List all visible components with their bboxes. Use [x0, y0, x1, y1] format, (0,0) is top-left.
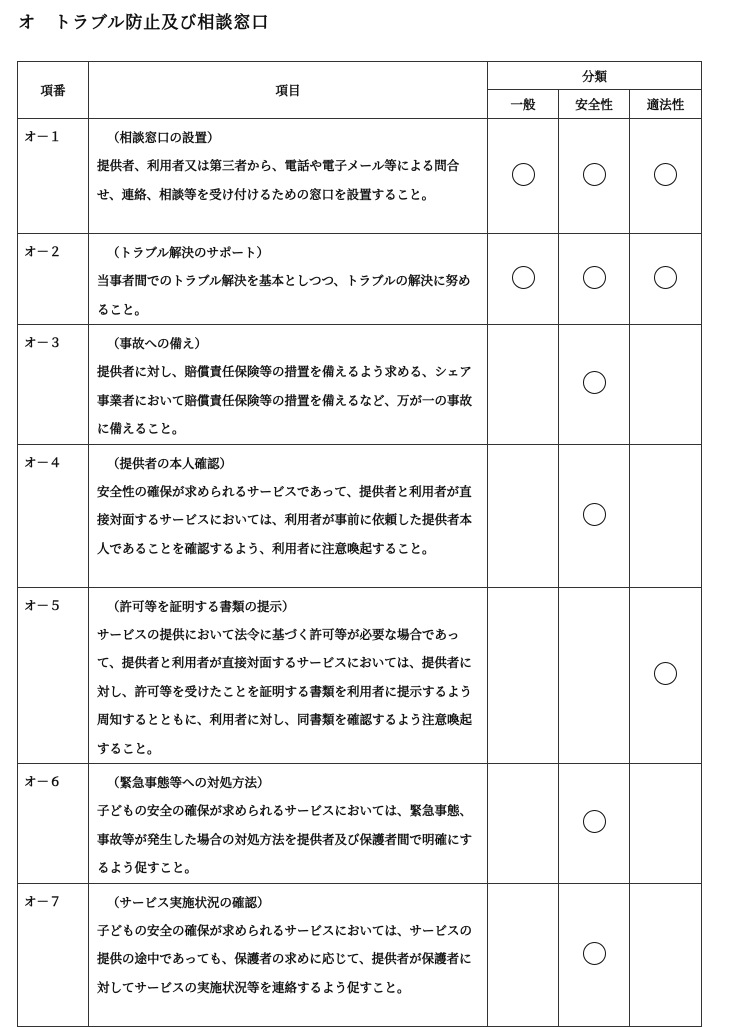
circle-mark-icon	[583, 503, 606, 526]
mark-safety	[559, 444, 630, 587]
item-body: 提供者、利用者又は第三者から、電話や電子メール等による問合せ、連絡、相談等を受け付けるための窓口を設置すること。	[97, 158, 460, 202]
item-body: 安全性の確保が求められるサービスであって、提供者と利用者が直接対面するサービスにおいては、利用者が事前に依頼した提供者本人であることを確認するよう、利用者に注意喚起すること。	[97, 483, 473, 556]
mark-legality	[630, 883, 702, 1026]
item-title: （トラブル解決のサポート）	[107, 245, 270, 260]
mark-legality	[630, 587, 702, 764]
mark-legality	[630, 234, 702, 325]
mark-general	[488, 764, 559, 884]
mark-general	[488, 325, 559, 445]
mark-legality	[630, 764, 702, 884]
row-item	[89, 325, 488, 445]
item-title: （許可等を証明する書類の提示）	[107, 598, 295, 614]
item-title: （緊急事態等への対処方法）	[107, 775, 270, 790]
row-item	[89, 444, 488, 587]
circle-mark-icon	[512, 266, 535, 289]
row-item	[89, 587, 488, 764]
table-row	[18, 587, 702, 764]
mark-general	[488, 587, 559, 764]
header-legality: 適法性	[630, 90, 702, 119]
table-row	[18, 119, 702, 234]
mark-legality	[630, 444, 702, 587]
circle-mark-icon	[654, 266, 677, 289]
circle-mark-icon	[583, 266, 606, 289]
table-row	[18, 883, 702, 1026]
row-item	[89, 883, 488, 1026]
item-body: 子どもの安全の確保が求められるサービスにおいては、緊急事態、事故等が発生した場合の対処方法を提供者及び保護者間で明確にするよう促すこと。	[97, 803, 473, 875]
circle-mark-icon	[512, 163, 535, 186]
circle-mark-icon	[583, 942, 606, 965]
item-title: （提供者の本人確認）	[107, 455, 233, 471]
item-title: （サービス実施状況の確認）	[107, 894, 270, 910]
row-number: オ－３	[18, 325, 89, 445]
item-body: 提供者に対し、賠償責任保険等の措置を備えるよう求める、シェア事業者において賠償責任保険等の措置を備えるなど、万が一の事故に備えること。	[97, 364, 473, 436]
item-body: 子どもの安全の確保が求められるサービスにおいては、サービスの提供の途中であっても、保護者の求めに応じて、提供者が保護者に対してサービスの実施状況等を連絡するよう促すこと。	[97, 922, 473, 995]
item-title: （相談窓口の設置）	[107, 130, 220, 145]
circle-mark-icon	[654, 662, 677, 685]
mark-safety	[559, 587, 630, 764]
row-number: オ－７	[18, 883, 89, 1026]
header-safety: 安全性	[559, 90, 630, 119]
mark-safety	[559, 234, 630, 325]
row-number: オ－２	[18, 234, 89, 325]
item-body: サービスの提供において法令に基づく許可等が必要な場合であって、提供者と利用者が直接対面するサービスにおいては、提供者に対し、許可等を受けたことを証明する書類を利用者に提示するよう周知するとともに、利用者に対し、同書類を確認するよう注意喚起すること。	[97, 626, 473, 756]
page-title: オ トラブル防止及び相談窓口	[18, 13, 270, 33]
row-item	[89, 119, 488, 234]
table-row	[18, 444, 702, 587]
mark-general	[488, 119, 559, 234]
item-body: 当事者間でのトラブル解決を基本としつつ、トラブルの解決に努めること。	[97, 273, 471, 317]
row-number: オ－６	[18, 764, 89, 884]
circle-mark-icon	[583, 163, 606, 186]
header-item: 項目	[89, 62, 488, 119]
mark-general	[488, 444, 559, 587]
row-number: オ－１	[18, 119, 89, 234]
mark-general	[488, 234, 559, 325]
row-item	[89, 234, 488, 325]
circle-mark-icon	[583, 371, 606, 394]
circle-mark-icon	[654, 163, 677, 186]
table-row	[18, 325, 702, 445]
header-category: 分類	[488, 62, 702, 90]
row-item	[89, 764, 488, 884]
row-number: オ－４	[18, 444, 89, 587]
table-row	[18, 764, 702, 884]
mark-legality	[630, 119, 702, 234]
guideline-table	[17, 61, 702, 1027]
header-general: 一般	[488, 90, 559, 119]
row-number: オ－５	[18, 587, 89, 764]
table-row	[18, 234, 702, 325]
mark-safety	[559, 119, 630, 234]
mark-general	[488, 883, 559, 1026]
mark-safety	[559, 764, 630, 884]
item-title: （事故への備え）	[107, 336, 208, 351]
mark-safety	[559, 325, 630, 445]
mark-legality	[630, 325, 702, 445]
mark-safety	[559, 883, 630, 1026]
header-no: 項番	[18, 62, 89, 119]
circle-mark-icon	[583, 810, 606, 833]
